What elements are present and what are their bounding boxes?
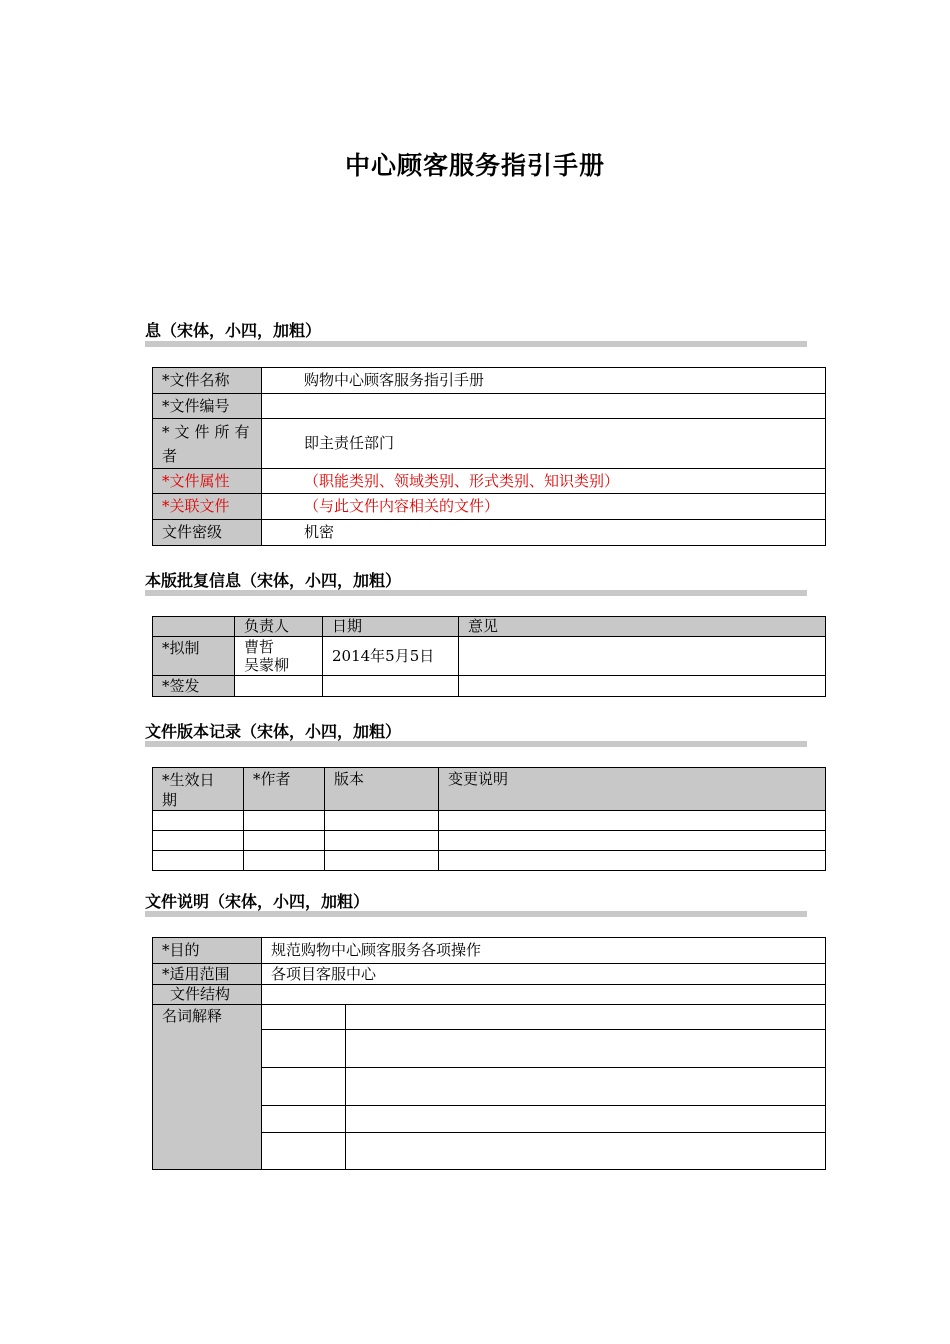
label-cell: *签发	[153, 676, 235, 697]
table-header-row	[153, 768, 826, 811]
document-title: 中心顾客服务指引手册	[344, 151, 605, 180]
header-cell	[153, 768, 244, 811]
table-cell	[153, 811, 244, 831]
label-cell: 文件结构	[153, 985, 262, 1005]
table-cell	[153, 851, 244, 871]
related-file-value: （与此文件内容相关的文件）	[262, 494, 826, 520]
term-cell	[262, 1068, 346, 1106]
label-line: 者	[162, 446, 178, 465]
label-cell: *文件名称	[153, 368, 262, 394]
definition-cell	[346, 1030, 826, 1068]
info-table	[152, 367, 826, 546]
file-name-value: 购物中心顾客服务指引手册	[262, 368, 826, 394]
table-row	[153, 831, 826, 851]
table-row	[153, 985, 826, 1005]
table-cell	[325, 851, 439, 871]
structure-value	[262, 985, 826, 1005]
table-row	[153, 676, 826, 697]
section-divider	[145, 341, 807, 347]
header-cell: 版本	[325, 768, 439, 811]
section-divider	[145, 911, 807, 917]
header-line: 期	[162, 791, 178, 809]
label-cell: *文件编号	[153, 394, 262, 419]
person-cell	[235, 637, 323, 676]
person-cell	[235, 676, 323, 697]
table-row	[153, 520, 826, 546]
table-cell	[439, 831, 826, 851]
table-cell	[439, 851, 826, 871]
security-level-value: 机密	[262, 520, 826, 546]
header-cell: 日期	[323, 617, 459, 637]
table-row	[153, 811, 826, 831]
header-cell: 负责人	[235, 617, 323, 637]
table-row	[153, 851, 826, 871]
section-heading-approval: 本版批复信息（宋体，小四，加粗）	[145, 571, 402, 590]
definition-cell	[346, 1005, 826, 1030]
opinion-cell	[459, 637, 826, 676]
header-line: *生效日	[162, 771, 215, 789]
definition-cell	[346, 1068, 826, 1106]
definition-cell	[346, 1133, 826, 1170]
header-cell: 意见	[459, 617, 826, 637]
label-cell: 文件密级	[153, 520, 262, 546]
date-cell	[323, 676, 459, 697]
table-cell	[439, 811, 826, 831]
table-header-row	[153, 617, 826, 637]
table-row	[153, 637, 826, 676]
table-row	[153, 394, 826, 419]
table-row	[153, 1005, 826, 1030]
label-cell: *文件属性	[153, 469, 262, 494]
label-cell	[153, 419, 262, 469]
term-cell	[262, 1106, 346, 1133]
table-row	[153, 964, 826, 985]
table-cell	[325, 811, 439, 831]
header-cell: *作者	[244, 768, 325, 811]
table-row	[153, 494, 826, 520]
section-heading-info: 息（宋体，小四，加粗）	[145, 321, 322, 340]
section-divider	[145, 741, 807, 747]
term-cell	[262, 1005, 346, 1030]
approval-table	[152, 616, 826, 697]
table-cell	[244, 831, 325, 851]
header-cell	[153, 617, 235, 637]
label-cell: *适用范围	[153, 964, 262, 985]
file-attribute-value: （职能类别、领域类别、形式类别、知识类别）	[262, 469, 826, 494]
term-cell	[262, 1133, 346, 1170]
version-table	[152, 767, 826, 871]
table-cell	[153, 831, 244, 851]
section-heading-description: 文件说明（宋体，小四，加粗）	[145, 892, 370, 911]
scope-value: 各项目客服中心	[262, 964, 826, 985]
label-cell: *目的	[153, 938, 262, 964]
opinion-cell	[459, 676, 826, 697]
date-cell: 2014年5月5日	[323, 637, 459, 676]
file-owner-value: 即主责任部门	[262, 419, 826, 469]
table-row	[153, 368, 826, 394]
term-cell	[262, 1030, 346, 1068]
table-cell	[325, 831, 439, 851]
table-row	[153, 938, 826, 964]
definition-cell	[346, 1106, 826, 1133]
table-cell	[244, 811, 325, 831]
person-name: 吴蒙柳	[244, 656, 290, 674]
table-row	[153, 469, 826, 494]
purpose-value: 规范购物中心顾客服务各项操作	[262, 938, 826, 964]
description-table	[152, 937, 826, 1170]
person-name: 曹哲	[244, 638, 275, 656]
section-heading-version: 文件版本记录（宋体，小四，加粗）	[145, 722, 402, 741]
table-row	[153, 419, 826, 469]
label-line: *文件所有	[162, 422, 255, 441]
file-number-value	[262, 394, 826, 419]
section-divider	[145, 590, 807, 596]
header-cell: 变更说明	[439, 768, 826, 811]
label-cell: *拟制	[153, 637, 235, 676]
terms-label-cell: 名词解释	[153, 1005, 262, 1170]
label-cell: *关联文件	[153, 494, 262, 520]
table-cell	[244, 851, 325, 871]
